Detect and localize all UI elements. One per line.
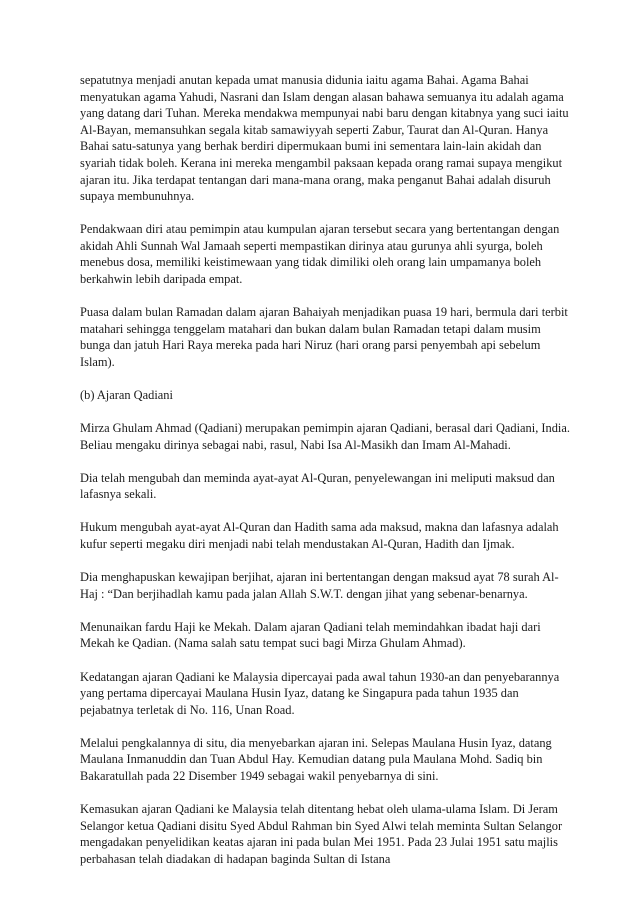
paragraph-puasa: Puasa dalam bulan Ramadan dalam ajaran Bahaiyah menjadikan puasa 19 hari, bermula dari terbit matahari sehingga tenggelam matahari dan bukan dalam bulan Ramadan tetapi dalam musim bunga dan jatuh Hari Raya mereka pada hari Niruz (hari orang parsi penyembah api sebelum Islam). [80,305,568,369]
paragraph-bahai-intro: sepatutnya menjadi anutan kepada umat manusia didunia iaitu agama Bahai. Agama Bahai menyatukan agama Yahudi, Nasrani dan Islam dengan alasan bahawa semuanya itu adalah agama yang datang dari Tuhan. Mereka mendakwa mempunyai nabi baru dengan kitabnya yang suci iaitu Al-Bayan, memansuhkan segala kitab samawiyyah seperti Zabur, Taurat dan Al-Quran. Hanya Bahai satu-satunya yang berhak berdiri dipermukaan bumi ini sementara lain-lain akidah dan syariah tidak boleh. Kerana ini mereka mengambil paksaan kepada orang ramai supaya mengikut ajaran itu. Jika terdapat tentangan dari mana-mana orang, maka penganut Bahai adalah disuruh supaya membunuhnya. [80,73,569,204]
section-heading-qadiani: (b) Ajaran Qadiani [80,388,173,402]
document-page [80,72,570,867]
paragraph-mengubah: Dia telah mengubah dan meminda ayat-ayat Al-Quran, penyelewangan ini meliputi maksud dan lafasnya sekali. [80,470,555,502]
paragraph-kemasukan: Kemasukan ajaran Qadiani ke Malaysia telah ditentang hebat oleh ulama-ulama Islam. Di Jeram Selangor ketua Qadiani disitu Syed Abdul Rahman bin Syed Alwi telah meminta Sultan Selangor mengadakan penyelidikan keatas ajaran ini pada bulan Mei 1951. Pada 23 Julai 1951 satu majlis perbahasan telah diadakan di hadapan baginda Sultan di Istana [80,802,563,866]
paragraph-pengkalan: Melalui pengkalannya di situ, dia menyebarkan ajaran ini. Selepas Maulana Husin Iyaz, datang Maulana Inmanuddin dan Tuan Abdul Hay. Kemudian datang pula Maulana Mohd. Sadiq bin Bakaratullah pada 22 Disember 1949 sebagai wakil penyebarnya di sini. [80,735,552,783]
paragraph-haji: Menunaikan fardu Haji ke Mekah. Dalam ajaran Qadiani telah memindahkan ibadat haji dari Mekah ke Qadian. (Nama salah satu tempat suci bagi Mirza Ghulam Ahmad). [80,619,541,651]
paragraph-pendakwaan: Pendakwaan diri atau pemimpin atau kumpulan ajaran tersebut secara yang bertentangan dengan akidah Ahli Sunnah Wal Jamaah seperti mempastikan dirinya atau gurunya ahli syurga, boleh menebus dosa, memiliki keistimewaan yang tidak dimiliki oleh orang lain umpamanya boleh berkahwin lebih daripada empat. [80,222,560,287]
paragraph-jihad: Dia menghapuskan kewajipan berjihat, ajaran ini bertentangan dengan maksud ayat 78 surah Al-Haj : “Dan berjihadlah kamu pada jalan Allah S.W.T. dengan jihat yang sebenar-benarnya. [80,570,559,601]
paragraph-kedatangan: Kedatangan ajaran Qadiani ke Malaysia dipercayai pada awal tahun 1930-an dan penyebarannya yang pertama dipercayai Maulana Husin Iyaz, datang ke Singapura pada tahun 1935 dan pejabatnya terletak di No. 116, Unan Road. [80,669,560,717]
paragraph-hukum: Hukum mengubah ayat-ayat Al-Quran dan Hadith sama ada maksud, makna dan lafasnya adalah kufur seperti megaku diri menjadi nabi telah mendustakan Al-Quran, Hadith dan Ijmak. [80,520,559,552]
paragraph-mirza: Mirza Ghulam Ahmad (Qadiani) merupakan pemimpin ajaran Qadiani, berasal dari Qadiani, India. Beliau mengaku dirinya sebagai nabi, rasul, Nabi Isa Al-Masikh dan Imam Al-Mahadi. [80,421,570,452]
